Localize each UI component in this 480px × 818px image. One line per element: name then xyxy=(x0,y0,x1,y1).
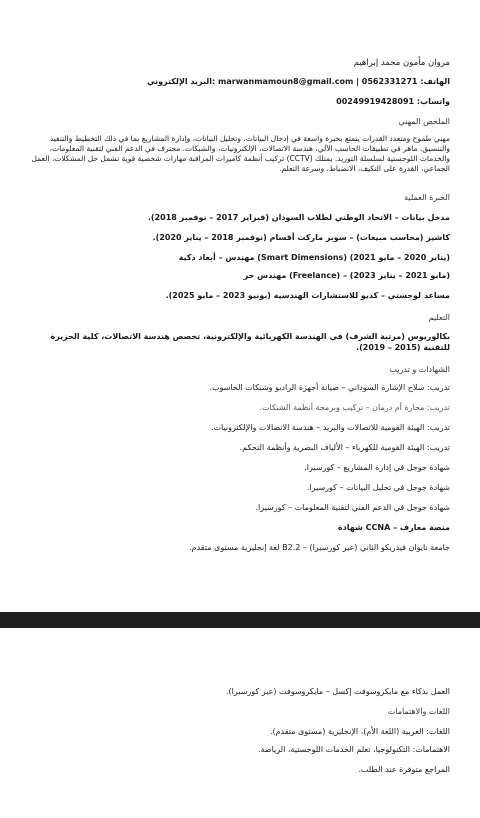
education-heading: التعليم xyxy=(428,313,450,322)
cert-item: شهادة جوجل في تحليل البيانات – كورسيرا. xyxy=(306,483,450,492)
cert-item: جامعة تايوان فيدريكو الثاني (عبر كورسيرا) – B2.2 لغة إنجليزية مستوى متقدم. xyxy=(189,543,450,552)
cv-page-2 xyxy=(0,628,480,818)
summary-text: مهني طموح ومتعدد القدرات يتمتع بخبرة واسعة في إدخال البيانات، وتحليل البيانات، وإدارة المشاريع بما في ذلك التخطيط والتنفيذ والتنسيق. ماهر في تطبيقات الحاسب الآلي، هندسة الاتصالات، الإلكترونيات، والشبكات. محترف في الدعم الفني لتقنية المعلومات، والخدمات اللوجستية لسلسلة التوريد. يمتلك (CCTV) تركيب أنظمة كاميرات المراقبة مهارات شخصية قوية تشمل حل المشكلات، العمل الجماعي، القدرة على التكيف، الانضباط، وسرعة التعلم. xyxy=(31,134,450,173)
whatsapp-line: واتساب: 00249919428091 xyxy=(336,97,450,106)
cert-item: تدريب: الهيئة القومية للكهرباء – الألياف البصرية وأنظمة التحكم. xyxy=(239,443,450,452)
experience-item: مدخل بيانات – الاتحاد الوطني لطلاب السودان (فبراير 2017 – نوفمبر 2018). xyxy=(147,213,450,222)
experience-heading: الخبرة العملية xyxy=(404,193,450,202)
certs-heading: الشهادات و تدريب xyxy=(389,365,450,374)
cert-item: تدريب: مجارة أم درمان – تركيب وبرمجة أنظمة الشبكات. xyxy=(259,403,450,412)
page-separator xyxy=(0,612,480,628)
contact-line: الهاتف: 0562331271 | marwanmamoun8@gmail.com :البريد الإلكتروني xyxy=(146,77,450,86)
references-line: المراجع متوفرة عند الطلب. xyxy=(358,765,450,774)
cert-item: منصة معارف – CCNA شهادة xyxy=(337,523,450,532)
cert-item: تدريب: الهيئة القومية للاتصالات والبريد – هندسة الاتصالات والإلكترونيات. xyxy=(210,423,450,432)
candidate-name: مروان مأمون محمد إبراهيم xyxy=(353,58,450,68)
summary-heading: الملخص المهني xyxy=(398,117,450,126)
languages-line: اللغات: العربية (اللغة الأم)، الإنجليزية (مستوى متقدم). xyxy=(269,727,450,736)
experience-item: كاشير (محاسب مبيعات) – سوبر ماركت أقسام (نوفمبر 2018 – يناير 2020). xyxy=(152,233,450,242)
experience-item: (يناير 2020 – مايو 2021) (Smart Dimensions) مهندس – أبعاد ذكية xyxy=(178,253,450,262)
cert-item: شهادة جوجل في الدعم الفني لتقنية المعلومات – كورسيرا. xyxy=(255,503,450,512)
cert-item: شهادة جوجل في إدارة المشاريع – كورسيرا. xyxy=(304,463,450,472)
languages-heading: اللغات والاهتمامات xyxy=(387,707,450,716)
interests-line: الاهتمامات: التكنولوجيا، تعلم الخدمات اللوجستية، الرياضة. xyxy=(257,745,450,754)
course-line: العمل بذكاء مع مايكروسوفت إكسل – مايكروسوفت (عبر كورسيرا). xyxy=(225,687,450,696)
cert-item: تدريب: سلاح الإشارة السوداني – صيانة أجهزة الراديو وشبكات الحاسوب. xyxy=(209,383,450,392)
education-text: بكالوريوس (مرتبة الشرف) في الهندسة الكهربائية والإلكترونية، تخصص هندسة الاتصالات، كلية الجزيرة للتقنية (2015 – 2019). xyxy=(50,332,450,352)
experience-item: مساعد لوجستي – كديو للاستشارات الهندسية (يونيو 2023 – مايو 2025). xyxy=(165,291,450,300)
experience-item: (مايو 2021 – يناير 2023) – (Freelance) مهندس حر xyxy=(243,271,450,280)
